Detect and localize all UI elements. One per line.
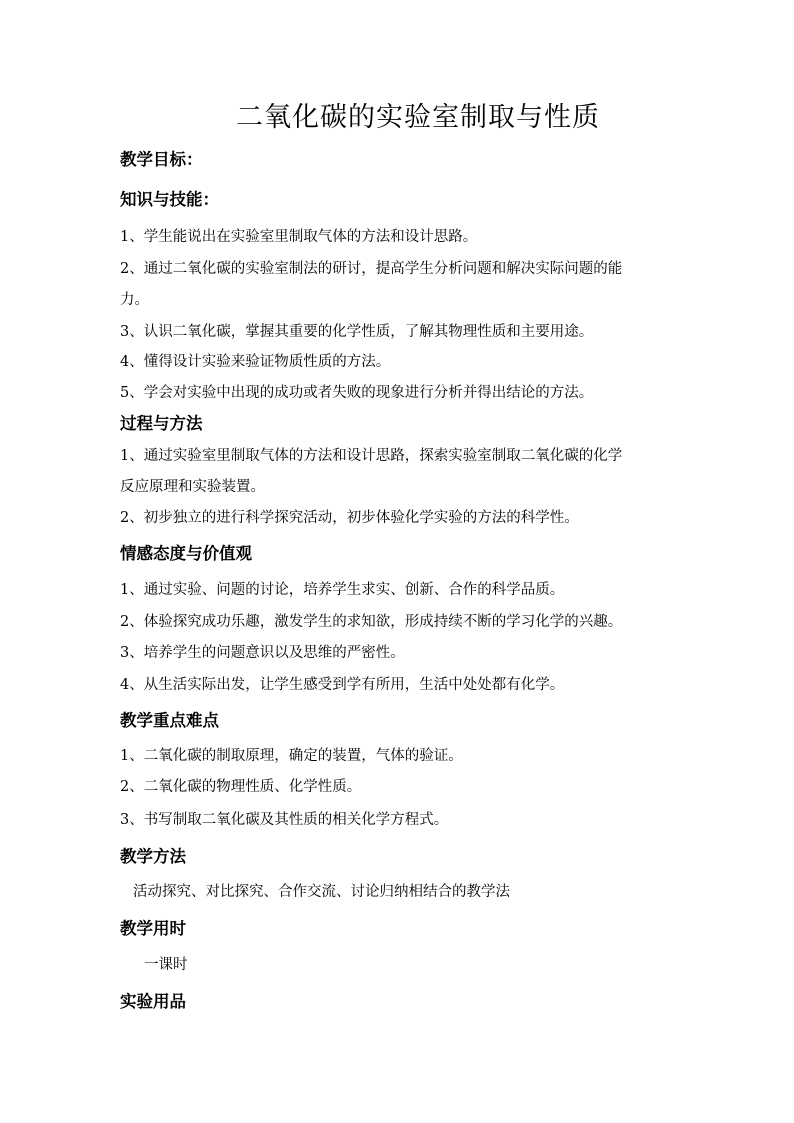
knowledge-item: 4、懂得设计实验来验证物质性质的方法。 — [120, 354, 391, 370]
process-item: 反应原理和实验装置。 — [120, 479, 265, 495]
key-points-heading: 教学重点难点 — [120, 711, 219, 730]
knowledge-heading: 知识与技能： — [120, 190, 219, 209]
process-item: 2、初步独立的进行科学探究活动，初步体验化学实验的方法的科学性。 — [120, 510, 579, 526]
emotion-item: 4、从生活实际出发，让学生感受到学有所用，生活中处处都有化学。 — [120, 677, 565, 693]
duration-text: 一课时 — [144, 957, 188, 973]
knowledge-item: 2、通过二氧化碳的实验室制法的研讨，提高学生分析问题和解决实际问题的能 — [120, 261, 623, 277]
process-item: 1、通过实验室里制取气体的方法和设计思路，探索实验室制取二氧化碳的化学 — [120, 448, 623, 464]
knowledge-item: 力。 — [120, 292, 149, 308]
duration-heading: 教学用时 — [120, 919, 186, 938]
knowledge-item: 1、学生能说出在实验室里制取气体的方法和设计思路。 — [120, 229, 478, 245]
key-points-item: 3、书写制取二氧化碳及其性质的相关化学方程式。 — [120, 812, 449, 828]
methods-heading: 教学方法 — [120, 847, 186, 866]
knowledge-item: 3、认识二氧化碳，掌握其重要的化学性质，了解其物理性质和主要用途。 — [120, 324, 594, 340]
key-points-item: 2、二氧化碳的物理性质、化学性质。 — [120, 779, 362, 795]
knowledge-item: 5、学会对实验中出现的成功或者失败的现象进行分析并得出结论的方法。 — [120, 385, 594, 401]
process-heading: 过程与方法 — [120, 414, 203, 433]
emotion-item: 2、体验探究成功乐趣，激发学生的求知欲，形成持续不断的学习化学的兴趣。 — [120, 614, 623, 630]
emotion-item: 3、培养学生的问题意识以及思维的严密性。 — [120, 645, 405, 661]
page-title: 二氧化碳的实验室制取与性质 — [236, 102, 600, 133]
emotion-item: 1、通过实验、问题的讨论，培养学生求实、创新、合作的科学品质。 — [120, 582, 565, 598]
key-points-item: 1、二氧化碳的制取原理，确定的装置，气体的验证。 — [120, 748, 463, 764]
materials-heading: 实验用品 — [120, 992, 186, 1011]
methods-text: 活动探究、对比探究、合作交流、讨论归纳相结合的教学法 — [133, 884, 510, 900]
emotion-heading: 情感态度与价值观 — [120, 544, 252, 563]
objectives-heading: 教学目标： — [120, 150, 203, 169]
